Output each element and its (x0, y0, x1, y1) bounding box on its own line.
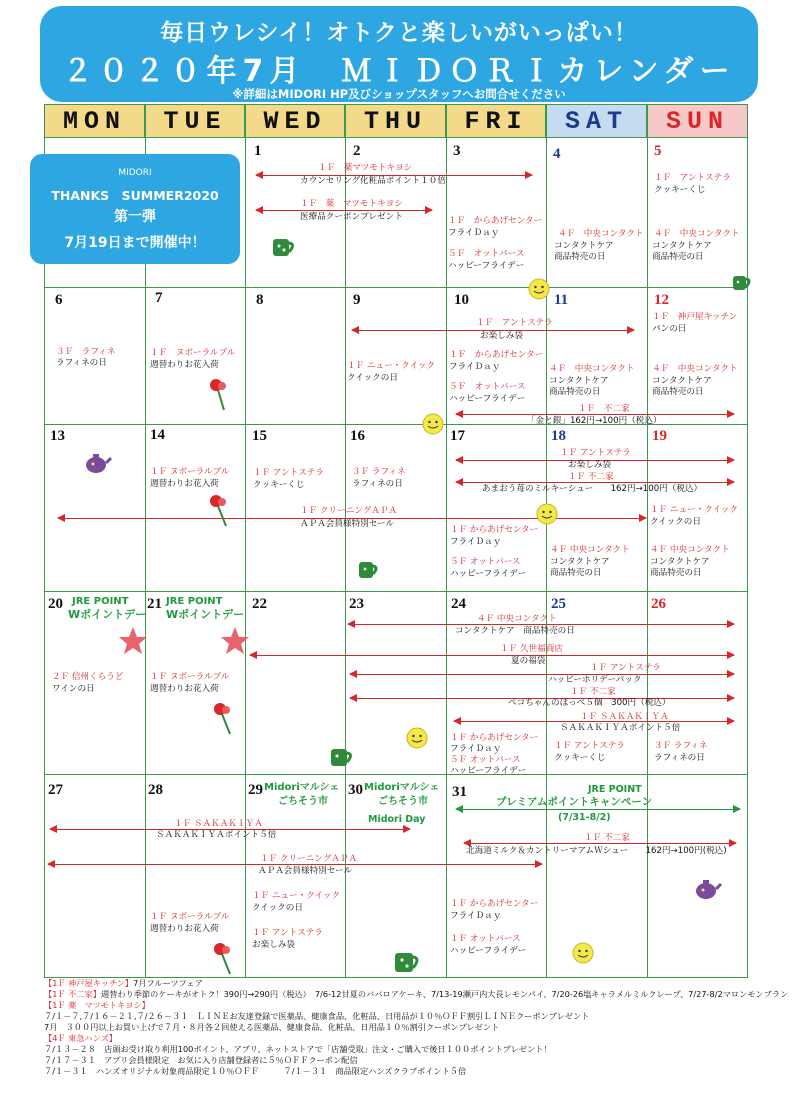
event-span-arrow (454, 721, 734, 722)
event-title: ４Ｆ 中央コンタクト (654, 229, 740, 239)
star-icon (118, 626, 148, 656)
grid-line (44, 591, 748, 592)
day-number: 21 (147, 596, 162, 612)
event-title: １Ｆ からあげセンター (450, 899, 539, 909)
footer-line (44, 1044, 788, 1055)
event-title: ５Ｆ オットバース (449, 382, 526, 392)
event-text: 週替わりお花入荷 (150, 924, 219, 934)
flower-icon (206, 376, 232, 412)
event-text: コンタクトケア (652, 241, 712, 251)
event-title: Midoriマルシェ (264, 782, 340, 793)
smiley-icon (422, 413, 444, 435)
event-title: ３Ｆ ラフィネ (654, 741, 708, 751)
day-number: 25 (551, 596, 566, 612)
footer-line (44, 1011, 788, 1022)
event-title: １Ｆ アントステラ (252, 928, 323, 938)
title-banner (40, 6, 758, 102)
grid-line (44, 774, 748, 775)
footer-text: 7月フルーツフェア (133, 978, 203, 988)
day-number: 22 (252, 596, 267, 612)
weekday-header-tue: TUE (145, 104, 245, 138)
day-number: 18 (551, 428, 566, 444)
event-title: ４Ｆ 中央コンタクト (558, 229, 644, 239)
day-number: 20 (48, 596, 63, 612)
event-title: １Ｆ 不二家 (584, 833, 630, 843)
footer-notes (44, 978, 788, 1077)
event-title: １Ｆ アントステラ (476, 318, 553, 328)
day-number: 2 (353, 143, 361, 159)
day-number: 17 (450, 428, 465, 444)
event-text: 週替わりお花入荷 (150, 360, 219, 370)
event-text: Wポイントデー (68, 608, 147, 621)
day-number: 13 (50, 428, 65, 444)
event-title: １Ｆ からあげセンター (450, 733, 539, 743)
footer-line (44, 1033, 788, 1044)
event-text: 商品特売の日 (554, 252, 606, 262)
event-text: クイックの日 (347, 373, 398, 383)
event-text: フライＤａｙ (450, 744, 502, 754)
smiley-icon (536, 503, 558, 525)
event-text: フライＤａｙ (448, 228, 500, 238)
event-text: ハッピーホリデーパック (548, 675, 642, 685)
event-title: １Ｆ ニュー・クイック (252, 891, 341, 901)
event-text: お楽しみ袋 (480, 331, 523, 341)
smiley-icon (406, 727, 428, 749)
event-text: ごちそう市 (378, 796, 428, 807)
event-text: パンの日 (652, 324, 687, 334)
event-title: １Ｆ アントステラ (590, 663, 661, 673)
grid-line (345, 138, 346, 978)
event-title: １Ｆ オットバース (450, 934, 521, 944)
grid-line (44, 138, 45, 978)
day-number: 6 (55, 292, 63, 308)
event-title: ４Ｆ 中央コンタクト (550, 545, 630, 555)
event-text: お楽しみ袋 (252, 940, 295, 950)
day-number: 28 (148, 782, 163, 798)
event-title: ４Ｆ 中央コンタクト (650, 545, 730, 555)
event-title: １Ｆ アントステラ (554, 741, 625, 751)
event-title: １Ｆ アントステラ (654, 173, 731, 183)
smiley-icon (572, 942, 594, 964)
event-text: コンタクトケア (549, 376, 609, 386)
event-title: １Ｆ アントステラ (253, 468, 324, 478)
event-text: フライＤａｙ (450, 911, 502, 921)
event-title: １Ｆ 不二家 (568, 472, 614, 482)
day-number: 4 (553, 146, 561, 162)
event-text: ラフィネの日 (352, 479, 403, 489)
day-number: 8 (256, 292, 264, 308)
event-title: ５Ｆ オットバース (450, 557, 521, 567)
event-title: １Ｆ からあげセンター (448, 216, 543, 226)
event-text: コンタクトケア 商品特売の日 (455, 626, 575, 636)
mug-icon (392, 946, 422, 976)
day-number: 24 (451, 596, 466, 612)
event-text: ペコちゃんのほっぺ５個 300円（税込） (508, 698, 671, 708)
event-title: １Ｆ 神戸屋キッチン (652, 312, 738, 322)
event-text: 商品特売の日 (652, 387, 704, 397)
event-title: １Ｆ ヌボーラルブル (150, 672, 230, 682)
event-title: Midoriマルシェ (364, 782, 440, 793)
banner-tagline: 毎日ウレシイ！オトクと楽しいがいっぱい！ (160, 20, 638, 46)
weekday-header-sat: SAT (546, 104, 647, 138)
event-text: Wポイントデー (166, 608, 245, 621)
grid-line (145, 138, 146, 978)
day-number: 11 (554, 292, 569, 308)
footer-tag: 【1Ｆ 不二家】 (44, 989, 101, 999)
grid-line (446, 138, 447, 978)
event-text: ごちそう市 (278, 796, 328, 807)
event-title: １Ｆ 不二家 (570, 687, 616, 697)
event-text: 北海道ミルク＆カントリーマアムＷシュー 162円→100円(税込) (466, 846, 727, 856)
mug-icon (356, 556, 380, 582)
event-span-arrow (456, 482, 734, 483)
mug-icon (328, 742, 356, 770)
footer-tag: 【1Ｆ 薬 マツモトキヨシ】 (44, 1000, 150, 1010)
event-text: クイックの日 (650, 517, 701, 527)
event-span-arrow (48, 864, 542, 865)
event-title: １Ｆ クリーニングＡＰＡ (260, 854, 358, 864)
event-text: ワインの日 (52, 684, 95, 694)
event-text: ハッピーフライデー (450, 946, 527, 956)
event-text: ハッピーフライデー (448, 261, 525, 271)
event-title: JRE POINT (166, 596, 223, 607)
day-number: 29 (248, 782, 263, 798)
event-text: コンタクトケア (550, 557, 610, 567)
event-title: １Ｆ ニュー・クイック (347, 361, 436, 371)
event-text: ハッピーフライデー (450, 766, 527, 776)
day-number: 19 (652, 428, 667, 444)
event-title: ３Ｆ ラフィネ (56, 347, 116, 357)
thanks-campaign: THANKS SUMMER2020 (51, 188, 219, 203)
event-text: 医療品クーポンプレゼント (300, 212, 403, 222)
weekday-header-wed: WED (245, 104, 345, 138)
day-number: 31 (452, 784, 467, 800)
event-text: ＡＰＡ会員様特別セール (258, 866, 353, 876)
event-title: １Ｆ 久世福商店 (500, 644, 563, 654)
event-span-arrow (350, 674, 734, 675)
footer-line (44, 1000, 788, 1011)
event-title: ３Ｆ ラフィネ (352, 467, 406, 477)
event-title: JRE POINT (72, 596, 129, 607)
event-title: １Ｆ 薬マツモトキヨシ (318, 163, 413, 173)
event-text: 週替わりお花入荷 (150, 684, 219, 694)
event-span-arrow (464, 843, 736, 844)
event-text: 夏の福袋 (511, 656, 546, 666)
event-text: カウンセリング化粧品ポイント１０倍 (300, 176, 446, 186)
day-number: 23 (349, 596, 364, 612)
event-text: Midori Day (368, 814, 426, 825)
mug-icon (730, 270, 754, 294)
teapot-icon (692, 874, 722, 902)
day-number: 15 (252, 428, 267, 444)
footer-text: 週替わり季節のケーキがオトク！390円→290円（税込） 7/6-12甘夏のババロアケーキ、7/13-19瀬戸内大長レモンパイ、7/20-26塩キャラメルミルクレープ、7/27-8/2マロンモンブラン (100, 989, 789, 999)
event-text: プレミアムポイントキャンペーン (496, 796, 653, 808)
day-number: 10 (454, 292, 469, 308)
footer-text: ７/１７－３１ アプリ会員様限定 お気に入り店舗登録者に５％ＯＦＦクーポン配信 (44, 1055, 358, 1065)
event-text: お楽しみ袋 (568, 460, 611, 470)
event-title: ４Ｆ 中央コンタクト (549, 364, 635, 374)
day-number: 27 (48, 782, 63, 798)
thanks-brand: MIDORI (118, 168, 152, 178)
event-text: クイックの日 (252, 903, 303, 913)
event-span-arrow (256, 210, 432, 211)
event-title: JRE POINT (588, 784, 642, 795)
thanks-summer-badge (30, 154, 240, 264)
day-number: 26 (651, 596, 666, 612)
event-title: １Ｆ アントステラ (560, 448, 631, 458)
event-title: １Ｆ 不二家 (578, 404, 630, 414)
grid-line (245, 138, 246, 978)
event-text: (7/31-8/2) (558, 812, 611, 823)
banner-title: ２０２０年7月 ＭＩＤＯＲＩカレンダー (62, 54, 736, 89)
grid-line (44, 287, 748, 288)
star-icon (220, 626, 250, 656)
event-text: 「金と銀」162円→100円（税込） (527, 416, 662, 426)
day-number: 3 (453, 143, 461, 159)
event-text: 商品特売の日 (652, 252, 704, 262)
event-text: ＳＡＫＡＫＩＹＡポイント５倍 (560, 723, 681, 733)
teapot-icon (82, 448, 112, 476)
footer-tag: 【4Ｆ 東急ハンズ】 (44, 1033, 118, 1043)
event-title: ５Ｆ オットバース (450, 755, 521, 765)
event-text: コンタクトケア (650, 557, 710, 567)
event-title: １Ｆ からあげセンター (449, 350, 544, 360)
weekday-header-fri: FRI (446, 104, 546, 138)
footer-line (44, 978, 788, 989)
event-title: １Ｆ ＳＡＫＡＫＩＹＡ (174, 819, 263, 829)
footer-line (44, 1066, 788, 1077)
event-text: ＡＰＡ会員様特別セール (300, 519, 395, 529)
event-title: １Ｆ クリーニングＡＰＡ (300, 506, 398, 516)
footer-text: ７/１－３１ ハンズオリジナル対象商品限定１０％ＯＦＦ ７/１－３１ 商品限定ハンズクラブポイント５倍 (44, 1066, 467, 1076)
event-title: ４Ｆ 中央コンタクト (652, 364, 738, 374)
footer-line (44, 1022, 788, 1033)
event-title: ４Ｆ 中央コンタクト (477, 614, 557, 624)
event-text: ハッピーフライデー (450, 569, 527, 579)
event-text: クッキーくじ (654, 185, 706, 195)
event-text: クッキーくじ (253, 480, 305, 490)
event-title: ５Ｆ オットバース (448, 249, 525, 259)
weekday-header-mon: MON (44, 104, 145, 138)
event-text: ＳＡＫＡＫＩＹＡポイント５倍 (156, 830, 277, 840)
smiley-icon (528, 278, 550, 300)
day-number: 16 (350, 428, 365, 444)
event-text: 商品特売の日 (549, 387, 601, 397)
event-title: １Ｆ 薬 マツモトキヨシ (300, 199, 403, 209)
event-span-arrow (456, 414, 734, 415)
event-title: １Ｆ ヌボーラルブル (150, 912, 230, 922)
flower-icon (206, 492, 232, 528)
grid-line (747, 138, 748, 978)
day-number: 9 (353, 292, 361, 308)
event-title: １Ｆ ニュー・クイック (650, 505, 739, 515)
footer-line (44, 1055, 788, 1066)
footer-line (44, 989, 788, 1000)
footer-text: 7月 ３００円以上お買い上げで７月・８月各２回使える医薬品、健康食品、化粧品、日用品１０％割引クーポンプレゼント (44, 1022, 500, 1032)
event-span-arrow (250, 655, 734, 656)
event-text: 週替わりお花入荷 (150, 479, 219, 489)
event-title: １Ｆ ヌボーラルブル (150, 467, 230, 477)
footer-tag: 【1Ｆ 神戸屋キッチン】 (44, 978, 134, 988)
event-text: 商品特売の日 (650, 568, 702, 578)
event-title: ２Ｆ 信州くらうど (52, 672, 124, 682)
event-text: 商品特売の日 (550, 568, 602, 578)
flower-icon (210, 940, 236, 976)
event-text: フライＤａｙ (450, 537, 502, 547)
event-title: １Ｆ ヌボーラルブル (150, 348, 236, 358)
weekday-header-thu: THU (345, 104, 446, 138)
day-number: 14 (150, 427, 165, 443)
thanks-period: 7月19日まで開催中！ (64, 235, 206, 251)
event-text: コンタクトケア (554, 241, 614, 251)
day-number: 1 (254, 143, 262, 159)
day-number: 30 (348, 782, 363, 798)
event-span-arrow (348, 624, 734, 625)
event-text: ラフィネの日 (56, 358, 107, 368)
footer-text: ７/１－７,７/１６－２１,７/２６－３１ ＬＩＮＥお友達登録で医薬品、健康食品、化粧品、日用品が１０％ＯＦＦ割引ＬＩＮＥクーポンプレゼント (44, 1011, 590, 1021)
day-number: 12 (654, 292, 669, 308)
thanks-phase: 第一弾 (114, 209, 156, 225)
footer-text: ７/１３－２８ 店頭お受け取り利用100ポイント、アプリ、ネットストアで「店舗受取」注文・ご購入で後日１００ポイントプレゼント！ (44, 1044, 552, 1054)
mug-icon (270, 232, 298, 260)
event-text: ラフィネの日 (654, 753, 705, 763)
event-span-arrow (456, 809, 740, 810)
event-text: ハッピーフライデー (449, 394, 526, 404)
weekday-header-sun: SUN (647, 104, 748, 138)
flower-icon (210, 700, 236, 736)
day-number: 7 (155, 290, 163, 306)
banner-note: ※詳細はMIDORI HP及びショップスタッフへお問合せください (232, 87, 566, 101)
event-text: あまおう苺のミルキーシュー 162円→100円（税込） (482, 484, 703, 494)
event-text: クッキーくじ (554, 753, 606, 763)
event-text: コンタクトケア (652, 376, 712, 386)
event-text: フライＤａｙ (449, 362, 501, 372)
event-title: １Ｆ ＳＡＫＡＫＩＹＡ (580, 712, 669, 722)
event-title: １Ｆ からあげセンター (450, 525, 539, 535)
day-number: 5 (654, 143, 662, 159)
